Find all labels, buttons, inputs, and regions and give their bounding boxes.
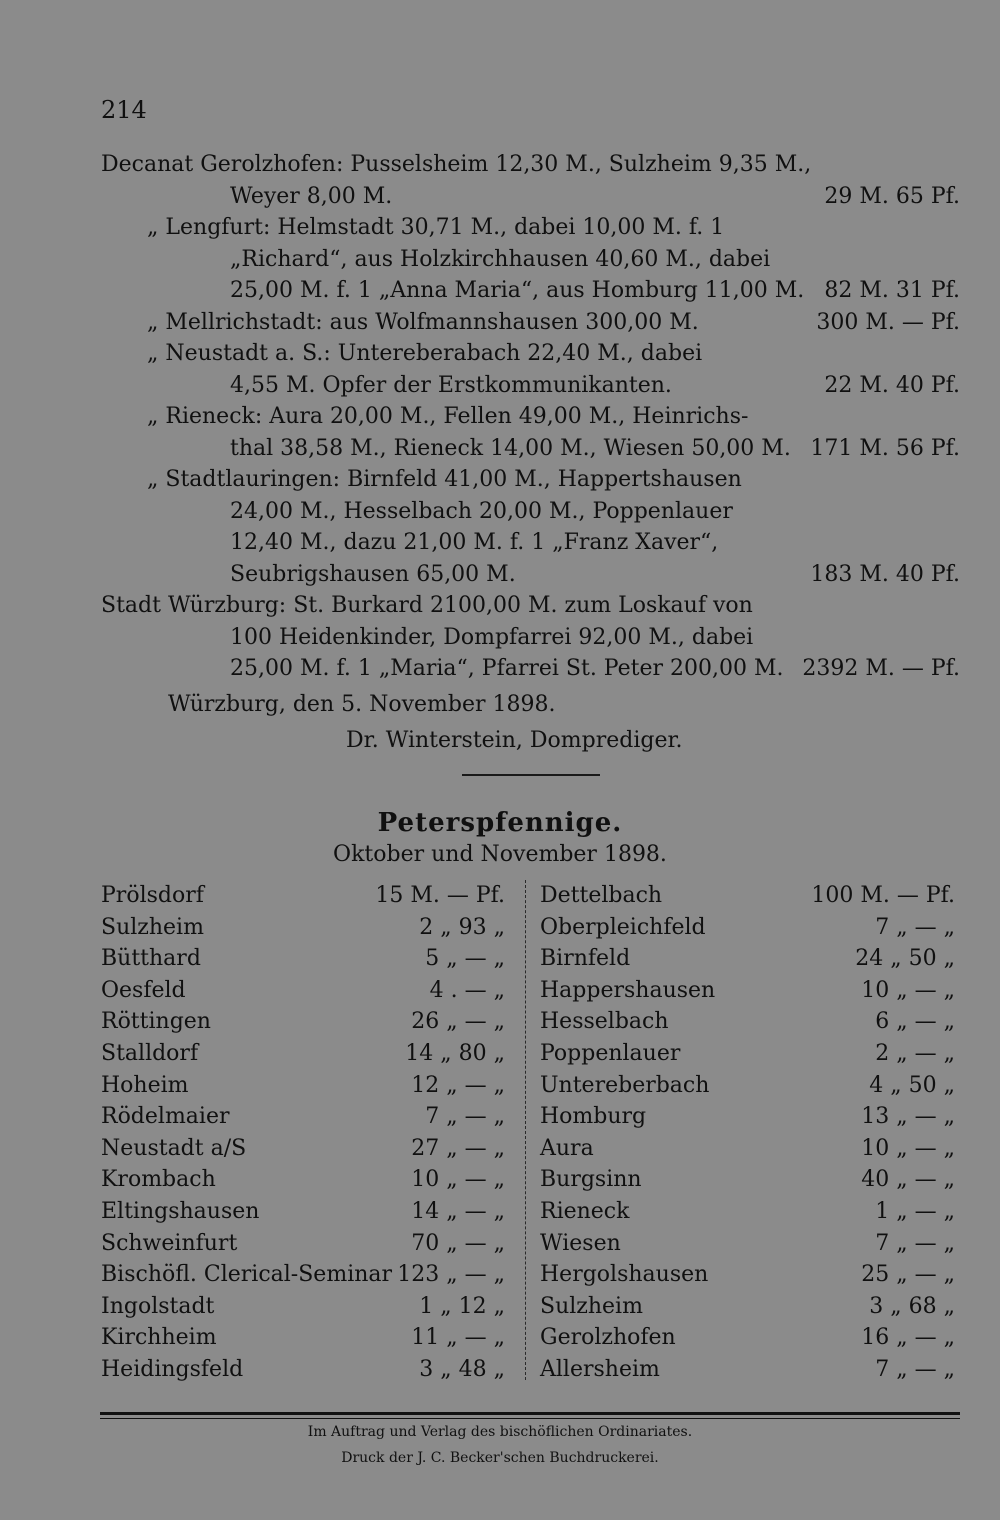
parish-name: Oesfeld [101,977,186,1003]
parish-name: Bütthard [101,946,201,972]
donation-row [101,975,505,1007]
parish-name: Aura [540,1135,594,1161]
donation-row [101,1354,505,1386]
parish-name: Hergolshausen [540,1262,709,1288]
parish-name: Hoheim [101,1072,189,1098]
decanate-line: „Richard“, aus Holzkirchhausen 40,60 M., dabei [230,246,771,272]
donation-row [540,1164,955,1196]
parish-name: Sulzheim [101,914,204,940]
donation-row [101,1322,505,1354]
parish-name: Kirchheim [101,1325,217,1351]
donation-amount: 100 M. — Pf. [811,883,955,908]
parish-name: Poppenlauer [540,1041,681,1066]
parish-name: Schweinfurt [101,1230,238,1256]
donation-amount: 24 „ 50 „ [855,946,955,972]
decanate-line: Stadt Würzburg: St. Burkard 2100,00 M. zum Loskauf von [101,593,753,618]
decanate-line: „ Rieneck: Aura 20,00 M., Fellen 49,00 M., Heinrichs- [147,404,749,429]
donation-amount: 4 . — „ [429,977,505,1003]
parish-name: Wiesen [540,1230,621,1256]
donation-row [540,912,955,944]
donation-amount: 7 „ — „ [875,1230,955,1256]
donation-row [101,1133,505,1165]
donation-row [101,1006,505,1038]
parish-name: Neustadt a/S [101,1135,247,1161]
donation-row [101,1164,505,1196]
donation-amount: 11 „ — „ [411,1325,505,1351]
donation-amount: 1 „ — „ [875,1199,955,1224]
imprint-publisher: Im Auftrag und Verlag des bischöflichen Ordinariates. [307,1424,693,1440]
decanate-line: 12,40 M., dazu 21,00 M. f. 1 „Franz Xaver“, [230,530,719,555]
parish-name: Sulzheim [540,1293,643,1319]
donation-amount: 6 „ — „ [875,1009,955,1035]
parish-name: Oberpleichfeld [540,914,706,940]
decanate-line: 25,00 M. f. 1 „Maria“, Pfarrei St. Peter 200,00 M. [230,656,784,681]
donation-amount: 10 „ — „ [861,1135,955,1161]
donation-amount: 40 „ — „ [861,1167,955,1193]
parish-name: Allersheim [540,1357,660,1382]
signature-date: Würzburg, den 5. November 1898. [168,692,556,717]
donation-amount: 27 „ — „ [411,1135,505,1161]
donation-amount: 10 „ — „ [411,1167,505,1193]
donation-amount: 5 „ — „ [425,946,505,972]
donation-row [540,1228,955,1260]
donation-amount: 7 „ — „ [875,914,955,940]
donation-row [540,1322,955,1354]
decanate-line: „ Mellrichstadt: aus Wolfmannshausen 300,00 M. [147,309,699,335]
donation-amount: 123 „ — „ [397,1262,505,1288]
donation-row [101,1038,505,1070]
donation-amount: 25 „ — „ [861,1262,955,1288]
parish-name: Stalldorf [101,1041,199,1066]
parish-name: Birnfeld [540,946,631,972]
parish-name: Gerolzhofen [540,1325,676,1351]
decanate-line: 24,00 M., Hesselbach 20,00 M., Poppenlauer [230,498,733,524]
decanate-amount: 171 M. 56 Pf. [810,435,960,461]
parish-name: Dettelbach [540,883,663,908]
donation-row [540,1101,955,1133]
footer-rule [100,1412,960,1415]
donation-amount: 16 „ — „ [861,1325,955,1351]
donation-amount: 3 „ 48 „ [419,1357,505,1382]
donation-row [101,1228,505,1260]
decanate-amount: 29 M. 65 Pf. [824,183,960,209]
donation-amount: 12 „ — „ [411,1072,505,1098]
parish-name: Ingolstadt [101,1293,215,1319]
parish-name: Krombach [101,1167,216,1193]
donation-row [101,943,505,975]
donation-amount: 2 „ — „ [875,1041,955,1066]
signature-name: Dr. Winterstein, Domprediger. [346,728,683,753]
parish-name: Rödelmaier [101,1104,230,1130]
donation-amount: 4 „ 50 „ [869,1072,955,1098]
decanate-amount: 22 M. 40 Pf. [824,372,960,398]
donation-amount: 10 „ — „ [861,977,955,1003]
donation-row [540,975,955,1007]
decanate-line: „ Neustadt a. S.: Untereberabach 22,40 M., dabei [147,341,703,366]
donation-amount: 26 „ — „ [411,1009,505,1035]
parish-name: Bischöfl. Clerical-Seminar [101,1262,393,1288]
donation-row [101,1291,505,1323]
section-title: Peterspfennige. [377,808,623,838]
parish-name: Rieneck [540,1199,630,1224]
parish-name: Homburg [540,1104,647,1130]
donation-amount: 13 „ — „ [861,1104,955,1130]
column-divider [525,880,527,1380]
decanate-line: Weyer 8,00 M. [230,183,393,209]
donation-amount: 70 „ — „ [411,1230,505,1256]
footer-rule-thin [100,1418,960,1419]
decanate-line: Seubrigshausen 65,00 M. [230,561,516,587]
parish-name: Burgsinn [540,1167,642,1193]
donation-amount: 14 „ 80 „ [405,1041,505,1066]
parish-name: Hesselbach [540,1009,669,1035]
donation-row [540,943,955,975]
donation-amount: 3 „ 68 „ [869,1293,955,1319]
section-subtitle: Oktober und November 1898. [333,842,667,867]
section-divider [462,774,600,776]
donation-row [540,880,955,912]
decanate-line: „ Lengfurt: Helmstadt 30,71 M., dabei 10,00 M. f. 1 [147,215,725,240]
decanate-amount: 183 M. 40 Pf. [810,561,960,587]
donation-amount: 2 „ 93 „ [419,914,505,940]
decanate-line: 100 Heidenkinder, Dompfarrei 92,00 M., dabei [230,624,754,650]
donation-row [101,912,505,944]
donation-amount: 7 „ — „ [875,1357,955,1382]
parish-name: Prölsdorf [101,883,204,908]
donation-row [540,1038,955,1070]
donation-row [101,1196,505,1228]
donation-amount: 15 M. — Pf. [375,883,505,908]
donation-row [101,880,505,912]
decanate-line: thal 38,58 M., Rieneck 14,00 M., Wiesen 50,00 M. [230,435,791,461]
donation-row [540,1291,955,1323]
donation-row [540,1259,955,1291]
decanate-line: 25,00 M. f. 1 „Anna Maria“, aus Homburg 11,00 M. [230,278,805,303]
donation-amount: 7 „ — „ [425,1104,505,1130]
parish-name: Eltingshausen [101,1199,260,1224]
donation-row [101,1070,505,1102]
parish-name: Happershausen [540,977,716,1003]
imprint-printer: Druck der J. C. Becker'schen Buchdruckerei. [341,1450,659,1466]
decanate-amount: 300 M. — Pf. [816,309,960,335]
donation-row [540,1196,955,1228]
donation-row [101,1101,505,1133]
parish-name: Röttingen [101,1009,211,1035]
decanate-amount: 82 M. 31 Pf. [824,278,960,303]
parish-name: Heidingsfeld [101,1357,244,1382]
page-number: 214 [101,96,147,124]
donation-amount: 14 „ — „ [411,1199,505,1224]
donation-row [101,1259,505,1291]
donation-row [540,1070,955,1102]
decanate-line: 4,55 M. Opfer der Erstkommunikanten. [230,372,672,398]
parish-name: Untereberbach [540,1072,710,1098]
decanate-amount: 2392 M. — Pf. [802,656,960,681]
donation-amount: 1 „ 12 „ [419,1293,505,1319]
donation-row [540,1354,955,1386]
decanate-line: „ Stadtlauringen: Birnfeld 41,00 M., Happertshausen [147,467,742,492]
decanate-line: Decanat Gerolzhofen: Pusselsheim 12,30 M., Sulzheim 9,35 M., [101,152,812,177]
donation-row [540,1133,955,1165]
donation-row [540,1006,955,1038]
